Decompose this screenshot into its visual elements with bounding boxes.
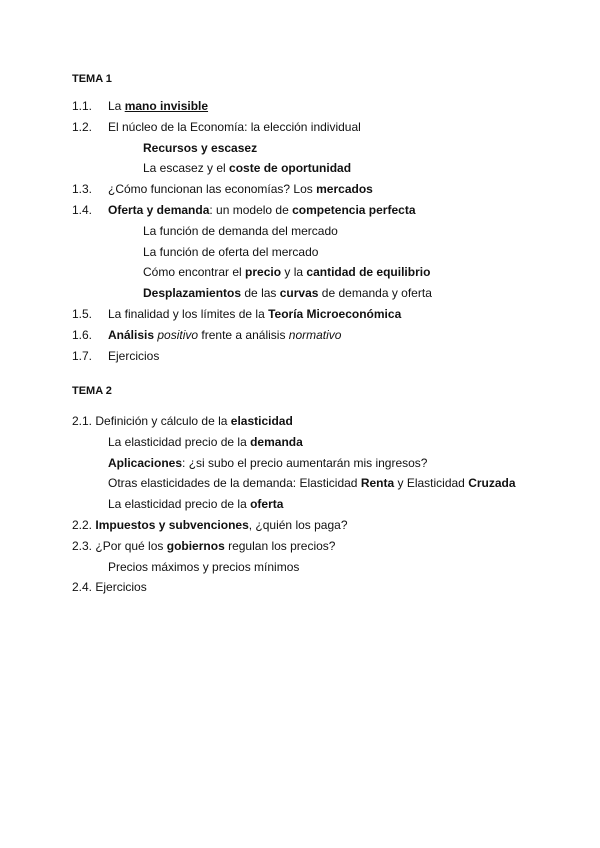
text-segment: La escasez y el <box>143 161 230 175</box>
text-segment: El núcleo de la Economía: la elección individual <box>108 120 361 134</box>
text-segment: Ejercicios <box>108 349 160 363</box>
emphasis-text: Cruzada <box>468 476 516 490</box>
emphasis-text: competencia perfecta <box>292 203 416 217</box>
text-segment: La elasticidad precio de la <box>108 435 251 449</box>
text-segment: regulan los precios? <box>224 539 336 553</box>
text-segment: : un modelo de <box>209 203 293 217</box>
emphasis-text: Desplazamientos <box>143 286 242 300</box>
emphasis-text: positivo <box>157 328 199 342</box>
entry-text <box>95 539 335 553</box>
text-segment: La <box>108 99 125 113</box>
entry-text <box>108 307 401 321</box>
entry-number: 1.2. <box>72 120 93 134</box>
text-segment: La elasticidad precio de la <box>108 497 251 511</box>
emphasis-text: Teoría Microeconómica <box>268 307 402 321</box>
toc-entry <box>72 414 293 428</box>
entry-number: 1.6. <box>72 328 93 342</box>
emphasis-text: oferta <box>250 497 284 511</box>
text-segment: La función de demanda del mercado <box>143 224 338 238</box>
entry-text <box>143 286 432 300</box>
toc-entry <box>72 518 348 532</box>
entry-text <box>108 182 373 196</box>
emphasis-text: mano invisible <box>124 99 209 113</box>
entry-text <box>108 476 516 490</box>
emphasis-text: coste de oportunidad <box>229 161 352 175</box>
emphasis-text: Impuestos y subvenciones <box>95 518 249 532</box>
text-segment: Otras elasticidades de la demanda: Elasticidad <box>108 476 361 490</box>
text-segment: frente a análisis <box>198 328 289 342</box>
entry-text <box>143 245 318 259</box>
emphasis-text: Renta <box>360 476 395 490</box>
emphasis-text: Recursos y escasez <box>143 141 258 155</box>
entry-number: 1.4. <box>72 203 93 217</box>
section-heading: TEMA 1 <box>72 73 112 85</box>
text-segment: Ejercicios <box>95 580 147 594</box>
entry-text <box>143 141 257 155</box>
entry-text <box>108 203 416 217</box>
text-segment: de las <box>241 286 280 300</box>
entry-text <box>108 456 427 470</box>
text-segment: Definición y cálculo de la <box>95 414 231 428</box>
text-segment: de demanda y oferta <box>318 286 432 300</box>
text-segment: ¿Cómo funcionan las economías? Los <box>108 182 317 196</box>
emphasis-text: mercados <box>316 182 373 196</box>
text-segment: , ¿quién los paga? <box>248 518 348 532</box>
entry-text <box>108 560 299 574</box>
entry-number: 2.1. <box>72 414 93 428</box>
entry-number: 1.3. <box>72 182 93 196</box>
entry-number: 2.3. <box>72 539 93 553</box>
entry-text <box>143 265 430 279</box>
entry-text <box>108 435 303 449</box>
emphasis-text: Análisis <box>108 328 155 342</box>
entry-text <box>95 580 146 594</box>
emphasis-text: demanda <box>250 435 303 449</box>
text-segment: : ¿si subo el precio aumentarán mis ingresos? <box>182 456 428 470</box>
emphasis-text: Oferta y demanda <box>108 203 210 217</box>
entry-number: 1.1. <box>72 99 93 113</box>
emphasis-text: elasticidad <box>230 414 293 428</box>
entry-number: 1.5. <box>72 307 93 321</box>
text-segment: Precios máximos y precios mínimos <box>108 560 300 574</box>
text-segment: Cómo encontrar el <box>143 265 246 279</box>
entry-text <box>143 224 338 238</box>
entry-text <box>108 99 208 113</box>
text-segment: La función de oferta del mercado <box>143 245 319 259</box>
entry-text <box>108 349 159 363</box>
entry-number: 1.7. <box>72 349 93 363</box>
entry-text <box>108 328 341 342</box>
text-segment: y la <box>281 265 307 279</box>
text-segment: La finalidad y los límites de la <box>108 307 269 321</box>
entry-number: 2.2. <box>72 518 93 532</box>
emphasis-text: Aplicaciones <box>108 456 183 470</box>
entry-text <box>95 518 347 532</box>
emphasis-text: precio <box>245 265 282 279</box>
toc-entry <box>72 539 335 553</box>
entry-text <box>108 497 283 511</box>
entry-text <box>143 161 351 175</box>
entry-text <box>108 120 361 134</box>
emphasis-text: cantidad de equilibrio <box>306 265 431 279</box>
entry-number: 2.4. <box>72 580 93 594</box>
emphasis-text: gobiernos <box>166 539 225 553</box>
text-segment: ¿Por qué los <box>95 539 167 553</box>
toc-entry <box>72 580 147 594</box>
section-heading: TEMA 2 <box>72 385 112 397</box>
entry-text <box>95 414 292 428</box>
emphasis-text: curvas <box>279 286 319 300</box>
text-segment: y Elasticidad <box>394 476 469 490</box>
emphasis-text: normativo <box>288 328 342 342</box>
